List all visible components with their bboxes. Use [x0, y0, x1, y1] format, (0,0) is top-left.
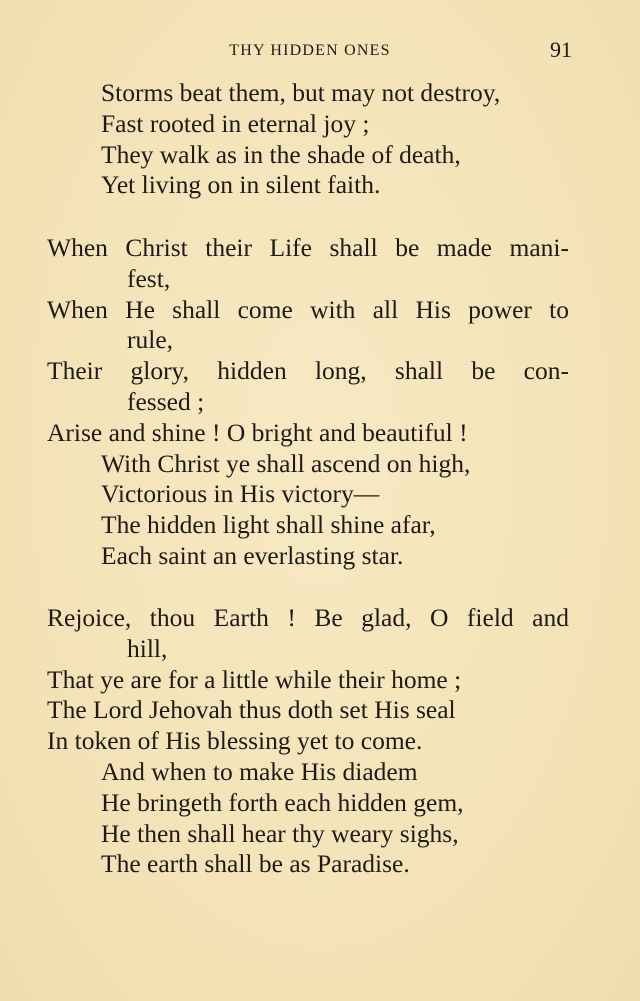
poem-line: Yet living on in silent faith. [101, 170, 381, 200]
poem-line: He bringeth forth each hidden gem, [101, 787, 464, 817]
poem-line: He then shall hear thy weary sighs, [101, 818, 459, 848]
page-number: 91 [550, 37, 572, 62]
stanza-3 [0, 603, 640, 880]
poem-line: The hidden light shall shine afar, [101, 510, 436, 540]
poem-line: The earth shall be as Paradise. [101, 849, 410, 879]
poem-line: Each saint an everlasting star. [101, 540, 404, 570]
poem-line: And when to make His diadem [101, 756, 418, 786]
poem-line: Rejoice, thou Earth ! Be glad, O field and [47, 603, 569, 632]
poem-line-continuation: fessed ; [127, 386, 205, 416]
poem-line: Arise and shine ! O bright and beautiful ! [47, 417, 468, 447]
poem-line: Storms beat them, but may not destroy, [101, 78, 501, 107]
poem-line-continuation: hill, [127, 633, 168, 663]
running-head [0, 37, 640, 64]
poem-line: When He shall come with all His power to [47, 294, 569, 324]
running-title: THY HIDDEN ONES [229, 42, 391, 59]
poem-line-continuation: fest, [127, 263, 171, 293]
poem-line: The Lord Jehovah thus doth set His seal [47, 695, 456, 725]
stanza-1 [0, 78, 640, 201]
poem-line: Victorious in His victory— [101, 479, 380, 509]
poem-line: Fast rooted in eternal joy ; [101, 108, 370, 138]
poem-line: When Christ their Life shall be made mani- [47, 233, 569, 262]
poem-line: They walk as in the shade of death, [101, 139, 461, 169]
poem-line: With Christ ye shall ascend on high, [101, 448, 471, 478]
poem-line: Their glory, hidden long, shall be con- [47, 356, 569, 386]
poem-line: That ye are for a little while their home ; [47, 664, 462, 694]
stanza-2 [0, 233, 640, 572]
poem-line-continuation: rule, [127, 325, 174, 355]
poem-line: In token of His blessing yet to come. [47, 726, 423, 756]
